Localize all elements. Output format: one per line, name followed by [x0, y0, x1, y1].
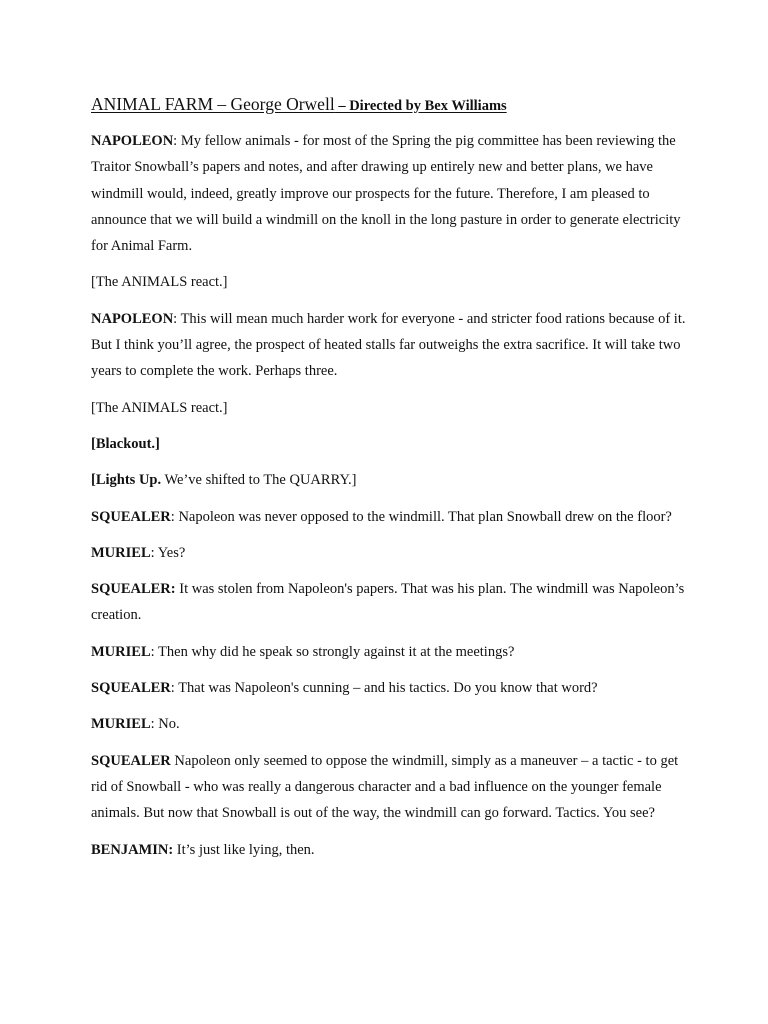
script-line: NAPOLEON: My fellow animals - for most of the Spring the pig committee has been reviewing the Traitor Snowball’s papers and notes, and after drawing up entirely new and better plans, we have windmill would, indeed, greatly improve our prospects for the future. Therefore, I am pleased to announce that we will build a windmill on the knoll in the long pasture in order to generate electricity for Animal Farm.	[91, 133, 681, 255]
dialogue-text: No.	[158, 716, 180, 733]
speaker-name: SQUEALER	[91, 752, 171, 769]
script-line: SQUEALER: That was Napoleon's cunning – and his tactics. Do you know that word?	[91, 680, 598, 697]
script-line: SQUEALER: Napoleon was never opposed to the windmill. That plan Snowball drew on the floor?	[91, 508, 672, 525]
speaker-name: MURIEL	[91, 544, 151, 561]
stage-direction	[91, 395, 691, 421]
script-page	[91, 92, 691, 873]
stage-direction-text: We’ve shifted to The QUARRY.]	[164, 472, 357, 489]
dialogue-text: This will mean much harder work for everyone - and stricter food rations because of it. But I think you’ll agree, the prospect of heated stalls far outweighs the extra sacrifice. It will take two years to complete the work. Perhaps three.	[91, 310, 686, 380]
stage-direction	[91, 431, 691, 457]
script-line	[91, 837, 691, 863]
script-line	[91, 576, 691, 629]
script-line: MURIEL: No.	[91, 716, 180, 733]
dialogue-text: That was Napoleon's cunning – and his tactics. Do you know that word?	[178, 680, 598, 697]
title-main: ANIMAL FARM – George Orwell	[91, 94, 335, 114]
speaker-name: SQUEALER	[91, 508, 171, 525]
speaker-name: MURIEL	[91, 716, 151, 733]
dialogue-text: Napoleon was never opposed to the windmill. That plan Snowball drew on the floor?	[178, 508, 672, 525]
speaker-name: BENJAMIN:	[91, 841, 174, 858]
stage-direction	[91, 269, 691, 295]
document-title	[91, 92, 507, 118]
dialogue-text: My fellow animals - for most of the Spring the pig committee has been reviewing the Traitor Snowball’s papers and notes, and after drawing up entirely new and better plans, we have windmill would, indeed, greatly improve our prospects for the future. Therefore, I am pleased to announce that we will build a windmill on the knoll in the long pasture in order to generate electricity for Animal Farm.	[91, 133, 681, 255]
speaker-name: SQUEALER:	[91, 581, 176, 598]
script-line: NAPOLEON: This will mean much harder work for everyone - and stricter food rations because of it. But I think you’ll agree, the prospect of heated stalls far outweighs the extra sacrifice. It will take two years to complete the work. Perhaps three.	[91, 310, 686, 380]
speaker-name: MURIEL	[91, 643, 151, 660]
stage-direction	[91, 467, 691, 493]
stage-direction-text: [Blackout.]	[91, 435, 160, 452]
stage-direction-text: [The ANIMALS react.]	[91, 399, 228, 416]
speaker-name: SQUEALER	[91, 680, 171, 697]
stage-direction-text: [The ANIMALS react.]	[91, 274, 228, 291]
dialogue-text: Yes?	[157, 544, 186, 561]
script-line: MURIEL: Yes?	[91, 544, 186, 561]
script-line	[91, 748, 691, 827]
dialogue-text: It was stolen from Napoleon's papers. That was his plan. The windmill was Napoleon’s creation.	[91, 581, 685, 624]
speaker-name: NAPOLEON	[91, 133, 174, 149]
dialogue-text: Then why did he speak so strongly against it at the meetings?	[158, 643, 515, 660]
stage-direction-label: [Lights Up.	[91, 472, 162, 489]
script-line: MURIEL: Then why did he speak so strongly against it at the meetings?	[91, 643, 515, 660]
dialogue-text: It’s just like lying, then.	[176, 841, 315, 858]
dialogue-text: Napoleon only seemed to oppose the windmill, simply as a maneuver – a tactic - to get rid of Snowball - who was really a dangerous character and a bad influence on the younger female animals. But now that Snowball is out of the way, the windmill can go forward. Tactics. You see?	[91, 752, 679, 822]
speaker-name: NAPOLEON	[91, 310, 174, 327]
title-director: – Directed by Bex Williams	[334, 98, 507, 114]
